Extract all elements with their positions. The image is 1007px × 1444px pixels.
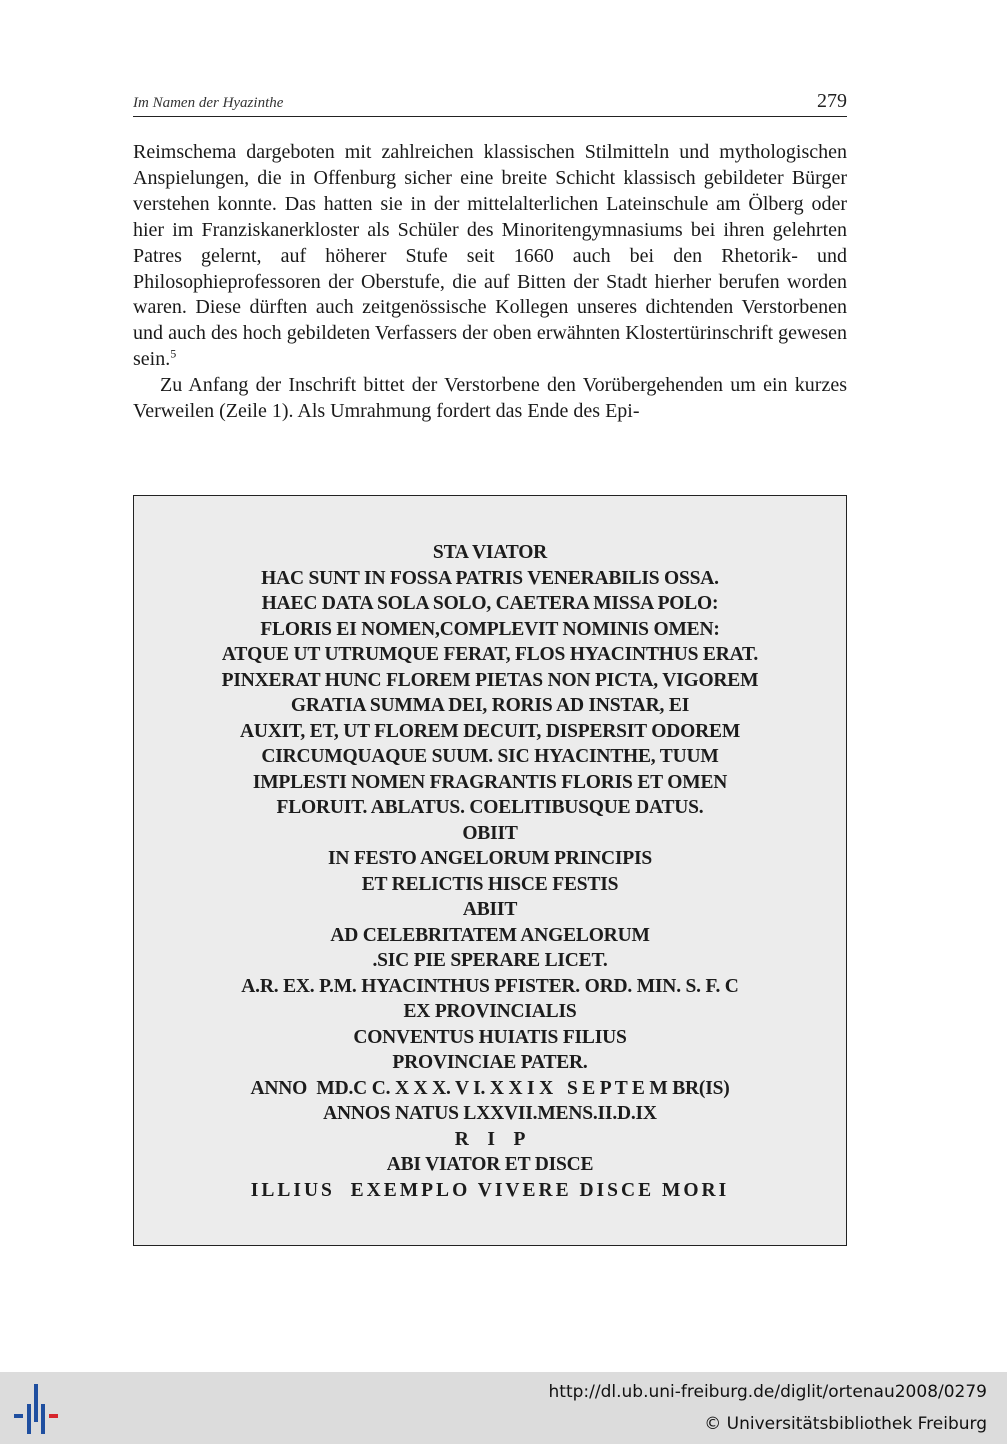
inscription-line: ILLIUS EXEMPLO VIVERE DISCE MORI xyxy=(250,1179,730,1201)
inscription-line: ABI VIATOR ET DISCE xyxy=(386,1154,594,1175)
inscription-line: ANNO MD.C C. X X X. V I. X X I X S E P T E M BR(IS) xyxy=(250,1077,730,1099)
inscription-line: GRATIA SUMMA DEI, RORIS AD INSTAR, EI xyxy=(290,695,690,716)
paragraph xyxy=(133,373,847,425)
inscription-line: PINXERAT HUNC FLOREM PIETAS NON PICTA, VIGOREM xyxy=(221,669,759,691)
inscription-line: A.R. EX. P.M. HYACINTHUS PFISTER. ORD. MIN. S. F. C xyxy=(241,975,739,997)
paragraph-text: Zu Anfang der Inschrift bittet der Verstorbene den Vorübergehenden um ein kurzes Verweilen (Zeile 1). Als Umrahmung fordert das Ende des Epi- xyxy=(133,374,847,423)
inscription-line: IN FESTO ANGELORUM PRINCIPIS xyxy=(328,848,652,869)
inscription-line: R I P xyxy=(454,1128,526,1150)
paragraph xyxy=(133,140,847,373)
inscription-line: FLORUIT. ABLATUS. COELITIBUSQUE DATUS. xyxy=(276,797,704,818)
inscription-line: ATQUE UT UTRUMQUE FERAT, FLOS HYACINTHUS ERAT. xyxy=(221,644,759,665)
inscription-line: CONVENTUS HUIATIS FILIUS xyxy=(353,1026,627,1048)
inscription-line: ABIIT xyxy=(462,899,518,920)
inscription-line: AD CELEBRITATEM ANGELORUM xyxy=(330,924,650,946)
running-title: Im Namen der Hyazinthe xyxy=(133,95,284,111)
inscription-line: OBIIT xyxy=(462,822,518,844)
page-footer xyxy=(0,1372,1007,1444)
inscription-line: FLORIS EI NOMEN,COMPLEVIT NOMINIS OMEN: xyxy=(260,618,720,640)
inscription-line: AUXIT, ET, UT FLOREM DECUIT, DISPERSIT ODOREM xyxy=(239,720,741,742)
page-header xyxy=(133,86,847,117)
inscription-box xyxy=(133,495,847,1246)
inscription-line: PROVINCIAE PATER. xyxy=(392,1052,588,1073)
source-url-link[interactable]: http://dl.ub.uni-freiburg.de/diglit/ortenau2008/0279 xyxy=(548,1382,987,1402)
paragraph-text: Reimschema dargeboten mit zahlreichen klassischen Stilmitteln und mythologischen Anspielungen, die in Offenburg sicher eine breite Schicht klassisch gebildeter Bürger verstehen konnte. Das hatten sie in der mittelalterlichen Lateinschule am Ölberg oder hier im Franziskanerkloster als Schüler des Minoritengymnasiums bei ihren gelehrten Patres gelernt, auf höherer Stufe seit 1660 auch bei den Rhetorik- und Philosophieprofessoren der Oberstufe, die auf Bitten der Stadt hierher berufen worden waren. Diese dürften auch zeitgenössische Kollegen unseres dichtenden Verstorbenen und auch des hoch gebildeten Verfassers der oben erwähnten Klostertürinschrift gewesen sein. xyxy=(133,141,847,371)
inscription-line: CIRCUMQUAQUE SUUM. SIC HYACINTHE, TUUM xyxy=(261,746,719,767)
copyright-notice: © Universitätsbibliothek Freiburg xyxy=(704,1414,987,1434)
inscription-line: ET RELICTIS HISCE FESTIS xyxy=(361,873,619,895)
inscription-line: IMPLESTI NOMEN FRAGRANTIS FLORIS ET OMEN xyxy=(252,771,728,793)
inscription-line: .SIC PIE SPERARE LICET. xyxy=(372,950,608,971)
footnote-reference[interactable]: 5 xyxy=(170,346,177,361)
inscription-line: STA VIATOR xyxy=(432,542,548,563)
inscription-line: ANNOS NATUS LXXVII.MENS.II.D.IX xyxy=(323,1103,657,1124)
body-text xyxy=(133,140,847,425)
inscription-line: EX PROVINCIALIS xyxy=(403,1001,577,1022)
inscription-line: HAEC DATA SOLA SOLO, CAETERA MISSA POLO: xyxy=(261,593,719,614)
inscription-text xyxy=(134,540,846,1203)
ub-freiburg-logo-icon[interactable] xyxy=(12,1384,64,1434)
inscription-line: HAC SUNT IN FOSSA PATRIS VENERABILIS OSSA. xyxy=(261,567,719,589)
page-number: 279 xyxy=(817,90,847,112)
